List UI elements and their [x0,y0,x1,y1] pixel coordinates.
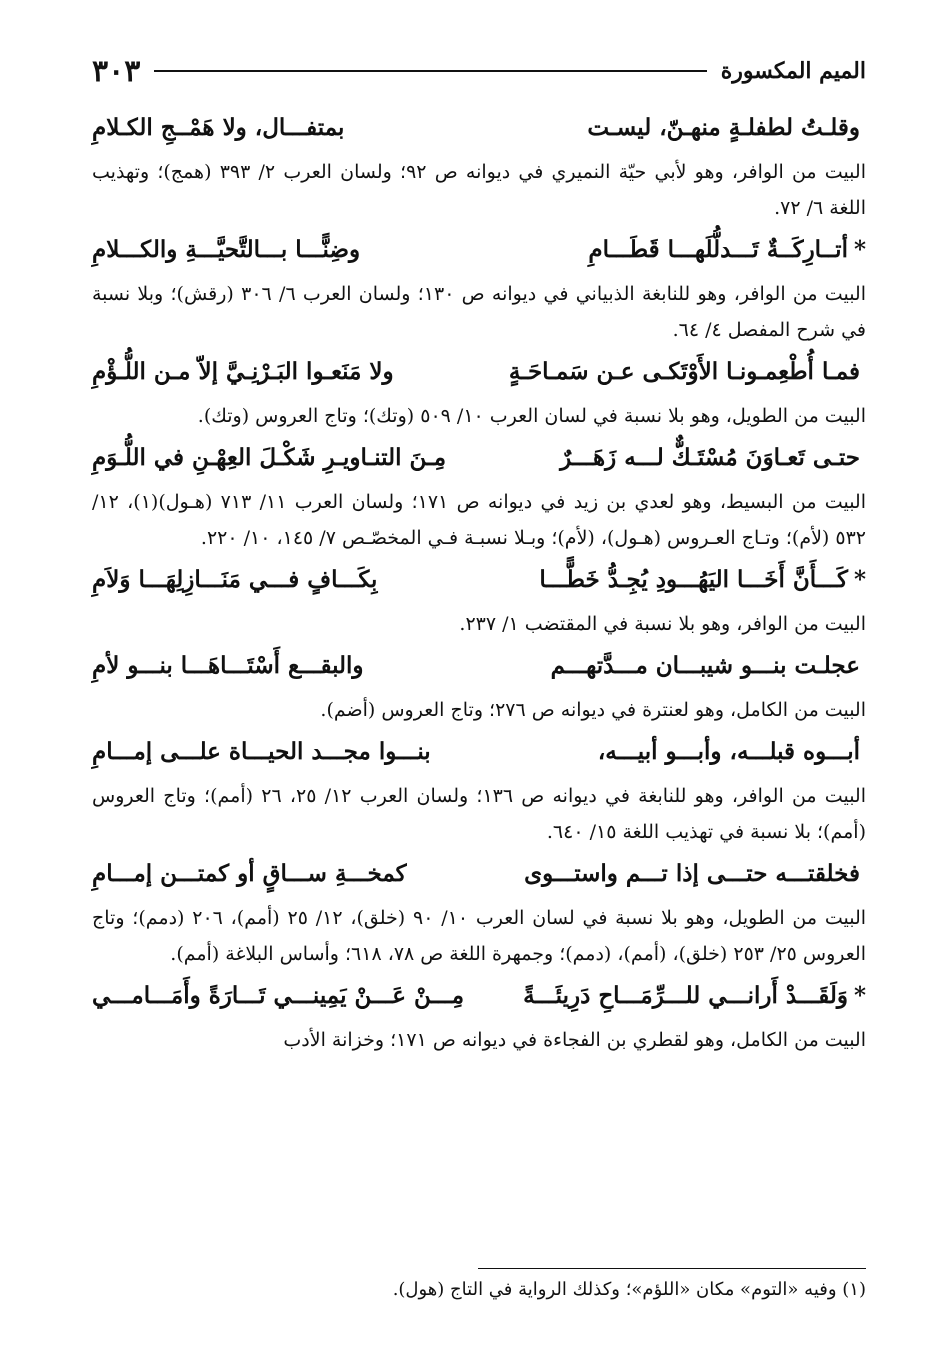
chapter-title: الميم المكسورة [720,58,866,84]
footnote: (١) وفيه «التوم» مكان «اللؤم»؛ وكذلك الرواية في التاج (هول). [392,1279,866,1300]
verse-note: البيت من البسيط، وهو لعدي بن زيد في ديوانه ص ١٧١؛ ولسان العرب ١١/ ٧١٣ (هـول)(١)، ١٢/ ٥٣٢ (لأم)؛ وتـاج العـروس (هـول)، (لأم)؛ وبـلا نسبـة فـي المخصّـص ٧/ ١٤٥، ١٠/ ٢٢٠. [92,491,866,549]
verse-first-hemistich: أبـــوه قبلـــه، وأبـــو أبيـــه، [597,738,860,765]
verse-second-hemistich: بنـــوا مجـــد الحيـــاة علـــى إمـــامِ [92,738,431,765]
verse-line [92,856,866,892]
verse-second-hemistich: ولا مَنَعـوا البَـرْنِـيَّ إلاّ مـن اللُّـؤْمِ [92,358,394,385]
page-content [92,104,866,1064]
verse-line [92,978,866,1014]
verse-note: البيت من الكامل، وهو لعنترة في ديوانه ص ٢٧٦؛ وتاج العروس (أضم). [320,699,866,721]
verse-second-hemistich: وضِنًّـــا بـــالتَّحيَّـــةِ والكـــلامِ [92,236,361,263]
page-header [92,48,866,94]
header-rule [154,70,706,72]
verse-first-hemistich: *كَـــأَنَّ أَخَـــا اليَهُـــودِ يُجِـدُّ خَطًّـــا [539,566,866,593]
verse-note: البيت من الوافر، وهو للنابغة في ديوانه ص ١٣٦؛ ولسان العرب ١٢/ ٢٥، ٢٦ (أمم)؛ وتاج العروس (أمم)؛ بلا نسبة في تهذيب اللغة ١٥/ ٦٤٠. [92,785,866,843]
footnote-rule [478,1268,866,1269]
star-marker: * [853,236,866,263]
verse-first-hemistich: عجلـت بنـــو شيبـــان مـــدَّتهـــم [550,652,860,679]
star-marker: * [853,982,866,1009]
verse-line [92,562,866,598]
verse-first-hemistich: فمـا أُطْعِمـونـا الأَوْتَكـى عـن سَمـاحَـةٍ [508,358,860,385]
verse-first-hemistich: وقلـتُ لطفلـةٍ منهـنّ، ليسـت [587,114,860,141]
verse-second-hemistich: بمتفـــال، ولا هَمْــجِ الكـلامِ [92,114,345,141]
verse-first-hemistich: فخلقتـــه حتـــى إذا تـــم واستـــوى [524,860,860,887]
verse-first-hemistich: *أتــارِكَــةٌ تَـــدلُّلَهـــا قَطَـــامِ [588,236,866,263]
verse-second-hemistich: مِـــنْ عَـــنْ يَمِينـــي تَـــارَةً وأَمَـــامـــي [92,982,465,1009]
page-number: ٣٠٣ [92,53,141,89]
verse-first-hemistich: حتـى تَعـاوَنَ مُسْتَـكٌّ لـــه زَهَـــرٌ [560,444,860,471]
verse-second-hemistich: بِكَـــافٍ فـــي مَنَـــازِلِهَـــا وَلاَمِ [92,566,378,593]
verse-line [92,648,866,684]
verse-line [92,440,866,476]
verse-line [92,232,866,268]
verse-note: البيت من الكامل، وهو لقطري بن الفجاءة في ديوانه ص ١٧١؛ وخزانة الأدب [283,1029,866,1051]
verse-note: البيت من الطويل، وهو بلا نسبة في لسان العرب ١٠/ ٥٠٩ (وتك)؛ وتاج العروس (وتك). [197,405,866,427]
verse-second-hemistich: مِـنَ التنـاويـرِ شَكْـلَ العِهْـنِ في اللُّـوَمِ [92,444,447,471]
verse-line [92,110,866,146]
verse-note: البيت من الوافر، وهو لأبي حيّة النميري في ديوانه ص ٩٢؛ ولسان العرب ٢/ ٣٩٣ (همج)؛ وتهذيب اللغة ٦/ ٧٢. [92,161,866,219]
verse-line [92,354,866,390]
verse-second-hemistich: والبقـــع أَسْتَـــاهَـــا بنـــو لأمِ [92,652,364,679]
verse-line [92,734,866,770]
verse-note: البيت من الوافر، وهو بلا نسبة في المقتضب ١/ ٢٣٧. [459,613,866,635]
verse-note: البيت من الوافر، وهو للنابغة الذبياني في ديوانه ص ١٣٠؛ ولسان العرب ٦/ ٣٠٦ (رقش)؛ وبلا نسبة في شرح المفصل ٤/ ٦٤. [92,283,866,341]
verse-second-hemistich: كمخـــةِ ســـاقٍ أو كمتـــن إمـــامِ [92,860,407,887]
verse-first-hemistich: *وَلَقَـــدْ أَرانـــي للـــرِّمَـــاحِ دَرِيئَـــةً [523,982,866,1009]
verse-note: البيت من الطويل، وهو بلا نسبة في لسان العرب ١٠/ ٩٠ (خلق)، ١٢/ ٢٥ (أمم)، ٢٠٦ (دمم)؛ وتاج العروس ٢٥/ ٢٥٣ (خلق)، (أمم)، (دمم)؛ وجمهرة اللغة ص ٧٨، ٦١٨؛ وأساس البلاغة (أمم). [92,907,867,965]
star-marker: * [853,566,866,593]
